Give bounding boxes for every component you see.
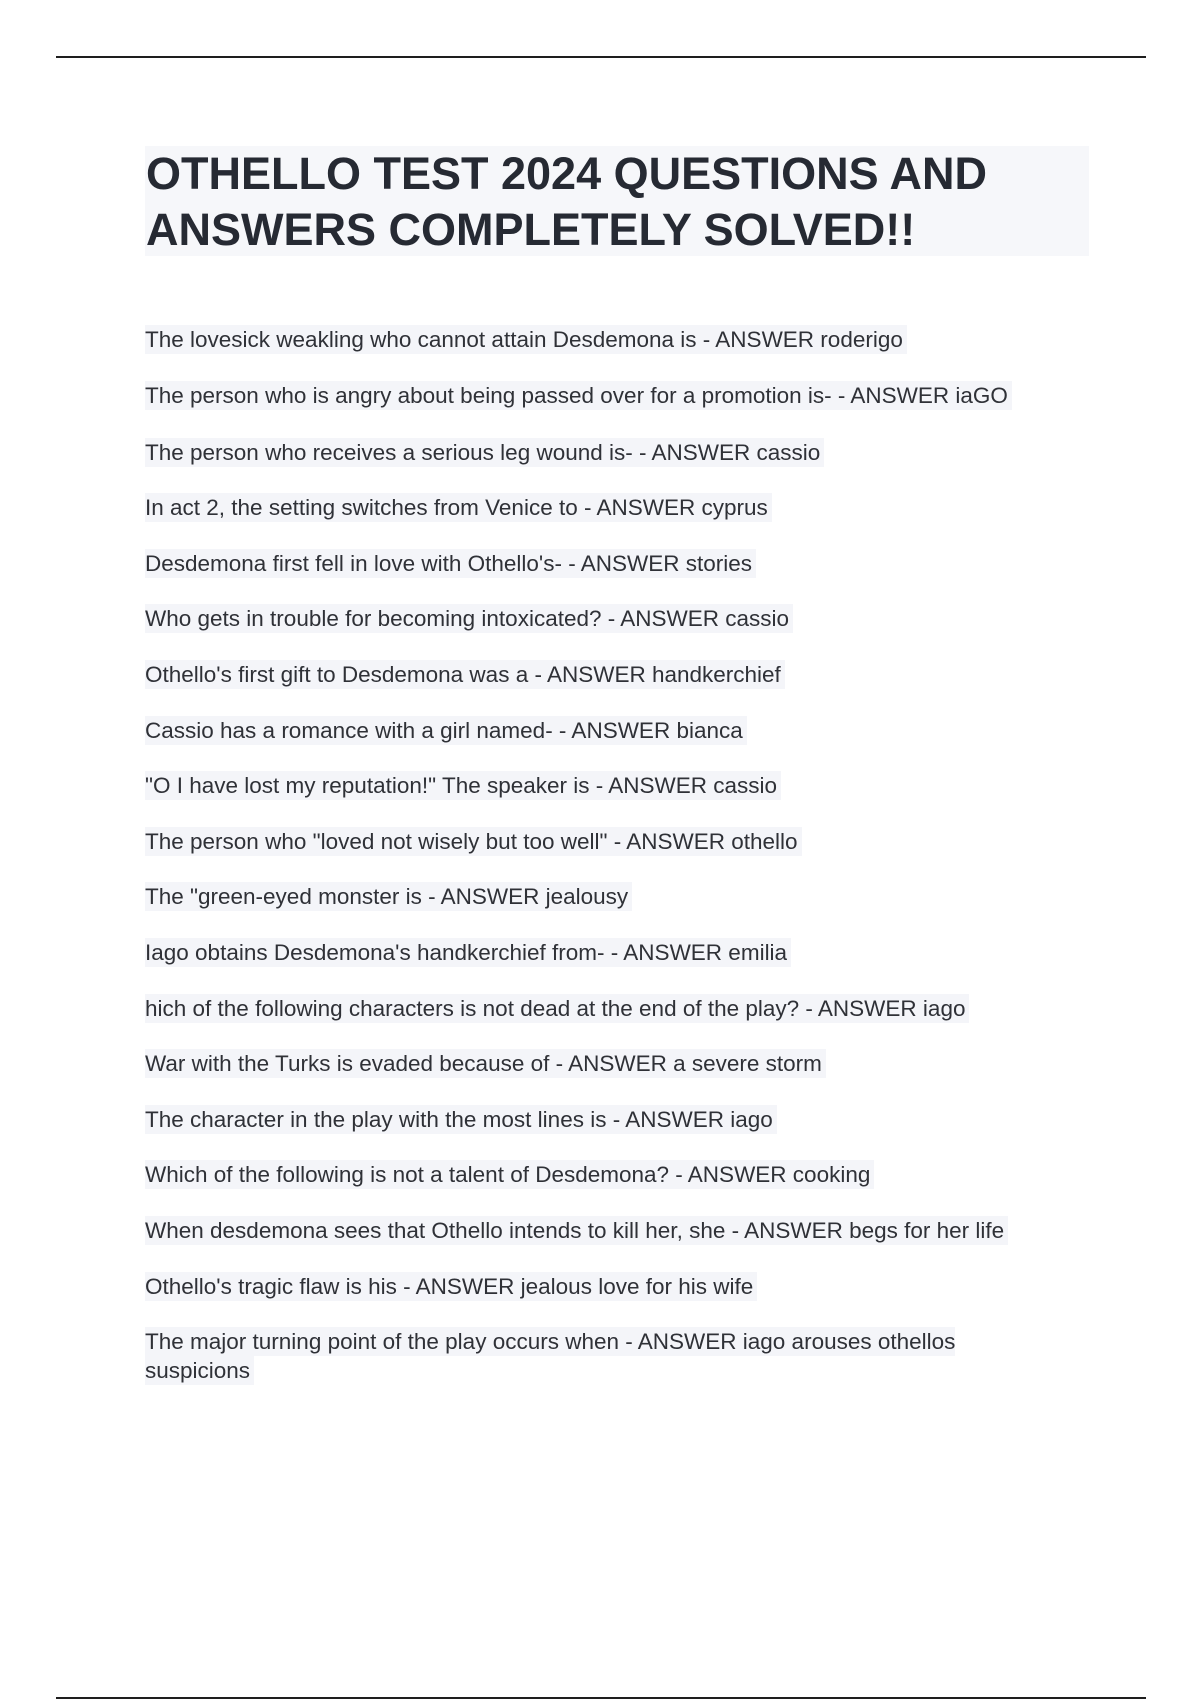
qa-item-text: Who gets in trouble for becoming intoxicated? - ANSWER cassio [145, 604, 793, 633]
qa-item-text: The character in the play with the most lines is - ANSWER iago [145, 1105, 777, 1134]
qa-item-text: Desdemona first fell in love with Othello's- - ANSWER stories [145, 549, 756, 578]
qa-item-text: The "green-eyed monster is - ANSWER jealousy [145, 882, 632, 911]
qa-item [145, 1105, 777, 1134]
qa-item [145, 827, 802, 856]
qa-item [145, 325, 907, 354]
qa-item [145, 1160, 874, 1189]
qa-item [145, 1272, 757, 1301]
qa-item [145, 1216, 1008, 1245]
qa-item [145, 549, 756, 578]
qa-item [145, 660, 785, 689]
qa-item [145, 1049, 826, 1078]
qa-item [145, 938, 791, 967]
qa-item-text: Iago obtains Desdemona's handkerchief from- - ANSWER emilia [145, 938, 791, 967]
qa-item-text: The person who receives a serious leg wound is- - ANSWER cassio [145, 438, 824, 467]
qa-item-text: Which of the following is not a talent of Desdemona? - ANSWER cooking [145, 1160, 874, 1189]
qa-item [145, 882, 632, 911]
qa-item-text: Othello's tragic flaw is his - ANSWER jealous love for his wife [145, 1272, 757, 1301]
top-rule-divider [56, 56, 1146, 58]
qa-item [145, 994, 969, 1023]
bottom-rule-divider [56, 1697, 1146, 1699]
qa-item-text: Cassio has a romance with a girl named- - ANSWER bianca [145, 716, 747, 745]
qa-item-text: In act 2, the setting switches from Venice to - ANSWER cyprus [145, 493, 772, 522]
qa-item-text: The major turning point of the play occurs when - ANSWER iago arouses othellos suspicions [145, 1329, 956, 1383]
qa-item-text: Othello's first gift to Desdemona was a - ANSWER handkerchief [145, 660, 785, 689]
qa-item [145, 1327, 1045, 1385]
qa-item-text: The lovesick weakling who cannot attain Desdemona is - ANSWER roderigo [145, 325, 907, 354]
qa-item-text: When desdemona sees that Othello intends to kill her, she - ANSWER begs for her life [145, 1216, 1008, 1245]
qa-item-text: The person who "loved not wisely but too well" - ANSWER othello [145, 827, 802, 856]
qa-item-text: War with the Turks is evaded because of - ANSWER a severe storm [145, 1049, 826, 1078]
qa-item [145, 493, 772, 522]
qa-item-text: "O I have lost my reputation!" The speaker is - ANSWER cassio [145, 771, 781, 800]
qa-item [145, 381, 1012, 410]
qa-item [145, 716, 747, 745]
qa-item-text: The person who is angry about being passed over for a promotion is- - ANSWER iaGO [145, 381, 1012, 410]
qa-item-text: hich of the following characters is not dead at the end of the play? - ANSWER iago [145, 994, 969, 1023]
qa-item [145, 438, 824, 467]
page-title: OTHELLO TEST 2024 QUESTIONS AND ANSWERS COMPLETELY SOLVED!! [146, 148, 987, 255]
qa-item [145, 771, 781, 800]
qa-item [145, 604, 793, 633]
